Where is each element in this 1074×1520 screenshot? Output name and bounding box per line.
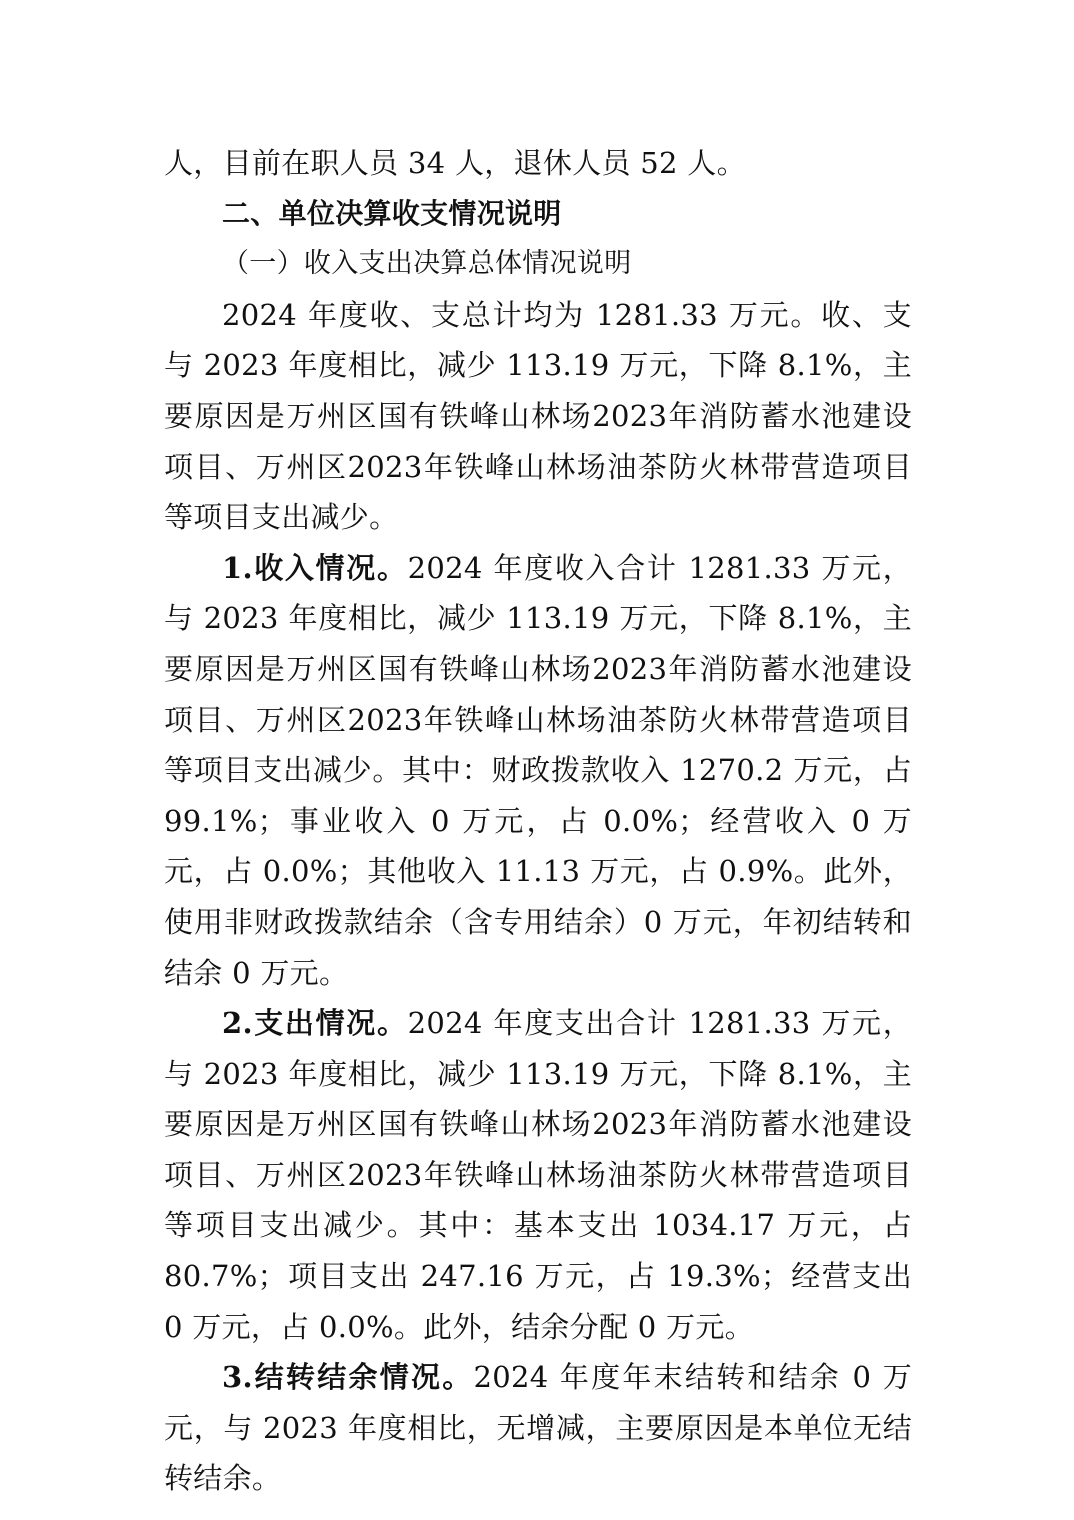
expenditure-lead: 2.支出情况。 bbox=[222, 1006, 408, 1041]
section-heading: 二、单位决算收支情况说明 bbox=[222, 196, 562, 230]
intro-tail-paragraph: 人，目前在职人员 34 人，退休人员 52 人。 bbox=[164, 146, 746, 180]
overview-paragraph: 2024 年度收、支总计均为 1281.33 万元。收、支与 2023 年度相比，减少 113.19 万元，下降 8.1%，主要原因是万州区国有铁峰山林场2023年消防蓄水池建设项目、万州区2023年铁峰山林场油茶防火林带营造项目等项目支出减少。 bbox=[164, 297, 912, 535]
income-lead: 1.收入情况。 bbox=[222, 550, 408, 585]
balance-lead: 3.结转结余情况。 bbox=[222, 1360, 474, 1395]
balance-body: 2024 年度年末结转和结余 0 万元，与 2023 年度相比，无增减，主要原因是本单位无结转结余。 bbox=[164, 1360, 912, 1496]
expenditure-body: 2024 年度支出合计 1281.33 万元，与 2023 年度相比，减少 113.19 万元，下降 8.1%，主要原因是万州区国有铁峰山林场2023年消防蓄水池建设项目、万州区2023年铁峰山林场油茶防火林带营造项目等项目支出减少。其中：基本支出 1034.17 万元，占 80.7%；项目支出 247.16 万元，占 19.3%；经营支出 0 万元，占 0.0%。此外，结余分配 0 万元。 bbox=[164, 1006, 913, 1344]
document-page bbox=[164, 138, 912, 1504]
income-paragraph bbox=[164, 543, 912, 998]
expenditure-paragraph bbox=[164, 998, 912, 1352]
income-body: 2024 年度收入合计 1281.33 万元，与 2023 年度相比，减少 113.19 万元，下降 8.1%，主要原因是万州区国有铁峰山林场2023年消防蓄水池建设项目、万州区2023年铁峰山林场油茶防火林带营造项目等项目支出减少。其中：财政拨款收入 1270.2 万元，占 99.1%；事业收入 0 万元，占 0.0%；经营收入 0 万元，占 0.0%；其他收入 11.13 万元，占 0.9%。此外，使用非财政拨款结余（含专用结余）0 万元，年初结转和结余 0 万元。 bbox=[164, 550, 913, 990]
subsection-heading: （一）收入支出决算总体情况说明 bbox=[222, 248, 632, 280]
balance-paragraph bbox=[164, 1352, 912, 1504]
